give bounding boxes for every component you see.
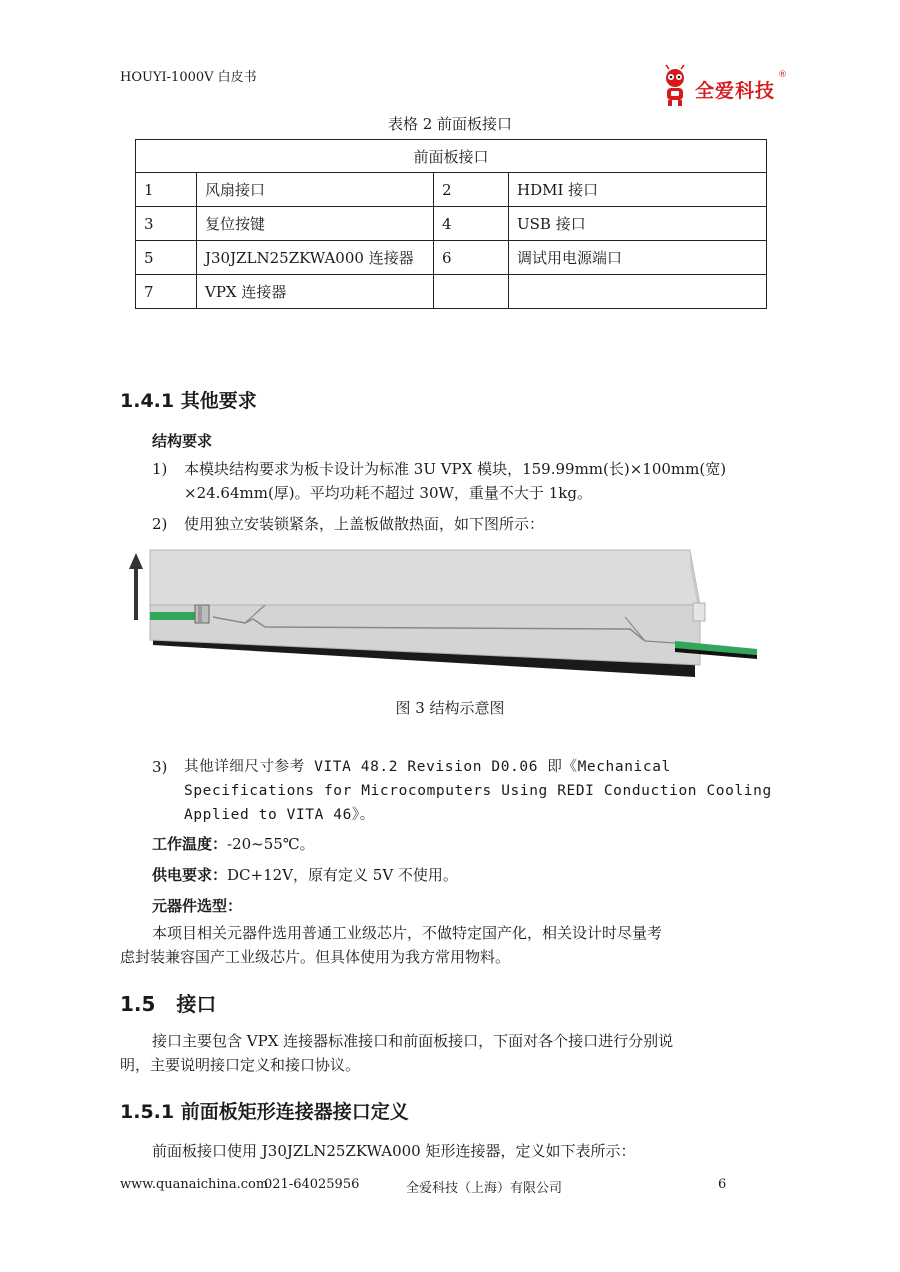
registered-mark: ® [778, 70, 787, 80]
table-cell: USB 接口 [509, 207, 767, 241]
table-row [136, 275, 767, 309]
table-cell: 5 [136, 241, 197, 275]
footer-company: 全爱科技（上海）有限公司 [406, 1181, 563, 1196]
list-item-number: 1) [152, 460, 168, 478]
section-heading-1-4-1: 1.4.1 其他要求 [120, 390, 257, 412]
table-row [136, 241, 767, 275]
list-item-number: 3) [152, 758, 168, 776]
table-cell: 7 [136, 275, 197, 309]
table-cell: HDMI 接口 [509, 173, 767, 207]
power-value: DC+12V，原有定义 5V 不使用。 [227, 866, 458, 884]
text-line: ×24.64mm(厚)。平均功耗不超过 30W，重量不大于 1kg。 [184, 484, 592, 502]
table-caption: 表格 2 前面板接口 [387, 115, 513, 133]
power-requirement [152, 863, 458, 887]
text-line: Applied to VITA 46》。 [184, 807, 375, 823]
text-line: 接口主要包含 VPX 连接器标准接口和前面板接口，下面对各个接口进行分别说 [152, 1032, 674, 1050]
list-item-text [184, 457, 784, 505]
up-arrow-icon [129, 553, 143, 620]
front-panel-interface-table [135, 139, 767, 309]
table-cell [509, 275, 767, 309]
interface-intro-paragraph [120, 1029, 780, 1077]
text-line: 虑封装兼容国产工业级芯片。但具体使用为我方常用物料。 [120, 948, 511, 966]
temperature-value: -20~55℃。 [227, 835, 315, 853]
text-line: 其他详细尺寸参考 VITA 48.2 Revision D0.06 即《Mechanical [184, 759, 671, 775]
list-item-text: 使用独立安装锁紧条，上盖板做散热面，如下图所示： [184, 515, 545, 533]
table-cell [434, 275, 509, 309]
operating-temperature [152, 832, 315, 856]
text-line: 本项目相关元器件选用普通工业级芯片，不做特定国产化，相关设计时尽量考 [152, 924, 663, 942]
table-cell: 调试用电源端口 [509, 241, 767, 275]
company-logo [655, 64, 795, 108]
footer-phone: 021-64025956 [264, 1177, 360, 1192]
power-label: 供电要求： [152, 866, 228, 884]
component-selection-label: 元器件选型： [152, 897, 243, 915]
document-title: HOUYI-1000V 白皮书 [120, 70, 257, 85]
table-cell: 6 [434, 241, 509, 275]
footer-website: www.quanaichina.com [120, 1177, 269, 1192]
text-line: 本模块结构要求为板卡设计为标准 3U VPX 模块，159.99mm(长)×100mm(宽) [184, 460, 727, 478]
robot-mascot-icon [655, 64, 695, 108]
section-heading-1-5: 1.5 接口 [120, 992, 217, 1016]
logo-text: 全爱科技 [695, 80, 776, 102]
text-line: Specifications for Microcomputers Using REDI Conduction Cooling [184, 783, 772, 799]
table-cell: 4 [434, 207, 509, 241]
table-cell: J30JZLN25ZKWA000 连接器 [197, 241, 434, 275]
table-title-row [136, 140, 767, 173]
structure-requirements-label: 结构要求 [152, 432, 213, 450]
front-panel-connector-paragraph: 前面板接口使用 J30JZLN25ZKWA000 矩形连接器，定义如下表所示： [152, 1142, 636, 1160]
temperature-label: 工作温度： [152, 835, 228, 853]
section-heading-1-5-1: 1.5.1 前面板矩形连接器接口定义 [120, 1101, 409, 1123]
table-cell: 2 [434, 173, 509, 207]
structure-diagram [125, 545, 765, 685]
list-item-text [184, 755, 784, 827]
table-row [136, 173, 767, 207]
lock-screw-shade [198, 606, 202, 622]
text-line: 明，主要说明接口定义和接口协议。 [120, 1056, 361, 1074]
table-cell: VPX 连接器 [197, 275, 434, 309]
top-cover [150, 550, 700, 605]
table-cell: 3 [136, 207, 197, 241]
table-row [136, 207, 767, 241]
table-title: 前面板接口 [136, 140, 767, 173]
table-cell: 复位按键 [197, 207, 434, 241]
table-cell: 1 [136, 173, 197, 207]
right-flange [693, 603, 705, 621]
component-selection-paragraph [120, 921, 780, 969]
figure-caption: 图 3 结构示意图 [395, 699, 505, 717]
page-number: 6 [718, 1177, 727, 1192]
list-item-number: 2) [152, 515, 168, 533]
table-cell: 风扇接口 [197, 173, 434, 207]
